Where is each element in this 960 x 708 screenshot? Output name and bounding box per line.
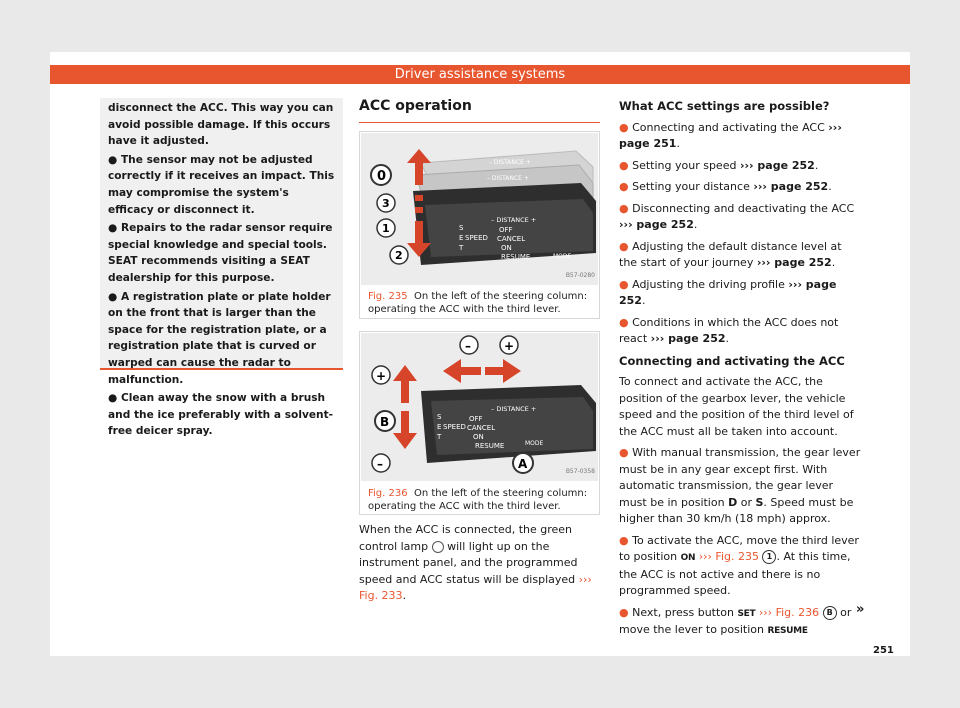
connecting-paragraph: To connect and activate the ACC, the position of the gearbox lever, the vehicle speed and the position of the third level of the ACC must all be taken into account. — [619, 375, 854, 438]
list-item: ● Connecting and activating the ACC ››› page 251. — [619, 120, 842, 150]
warning-bullet: ● The sensor may not be adjusted correctly if it receives an impact. This may compromise the system's efficacy or disconnect it. — [108, 153, 335, 216]
warning-intro: disconnect the ACC. This way you can avoid possible damage. If this occurs have it adjusted. — [108, 102, 334, 148]
lever-distance-label: – DISTANCE + — [491, 216, 537, 224]
lever-resume: RESUME — [501, 253, 531, 261]
label-minus-left: – — [377, 457, 383, 471]
control-lamp-icon — [432, 541, 444, 553]
list-item: ● Disconnecting and deactivating the ACC ››› page 252. — [619, 201, 855, 231]
figure-236-illustration — [361, 333, 598, 481]
lever-speed: SPEED — [443, 423, 466, 431]
page-link[interactable]: ››› page 252 — [619, 277, 837, 307]
arrow-down-icon — [393, 411, 417, 449]
settings-heading: What ACC settings are possible? — [619, 99, 830, 113]
arrow-step-icon — [415, 195, 423, 201]
label-plus-left: + — [376, 369, 387, 383]
label-3: 3 — [382, 197, 390, 210]
list-item: ● To activate the ACC, move the third lever to position ON ››› Fig. 235 1 . At this time, the ACC is not active and there is no programmed speed. — [619, 533, 859, 597]
figure-235-illustration — [361, 133, 598, 285]
label-b: B — [380, 415, 390, 429]
connecting-heading: Connecting and activating the ACC — [619, 353, 845, 368]
figure-caption: Fig. 235 On the left of the steering column: operating the ACC with the third lever. — [368, 291, 588, 315]
lever-s: S — [459, 224, 464, 232]
lever-e: E — [437, 423, 442, 431]
figure-number: Fig. 235 — [368, 291, 408, 302]
warning-bullet: ● A registration plate or plate holder on the front that is larger than the space for the registration plate, or a registration plate that is curved or warped can cause the radar to malfunction. — [108, 290, 331, 386]
label-0: 0 — [377, 169, 387, 184]
page-link[interactable]: ››› page 251 — [619, 120, 842, 150]
list-item: ● Next, press button SET ››› Fig. 236 B or move the lever to position RESUME — [619, 605, 852, 636]
arrow-up-icon — [393, 365, 417, 403]
continued-marker: » — [856, 602, 865, 617]
page-link[interactable]: ››› page 252 — [753, 180, 829, 193]
resume-position-tag: RESUME — [767, 626, 808, 636]
page-link[interactable]: ››› page 252 — [739, 158, 815, 172]
lever-distance-label: – DISTANCE + — [491, 405, 537, 413]
warning-box — [100, 98, 343, 438]
page-link[interactable]: ››› page 252 — [619, 218, 694, 231]
lever-off: OFF — [469, 415, 483, 423]
label-a: A — [518, 457, 528, 471]
lever-s: S — [437, 413, 442, 421]
right-column — [619, 98, 861, 645]
lever-cancel: CANCEL — [497, 235, 526, 243]
lever-distance-label-back: – DISTANCE + — [489, 159, 531, 166]
lever-on: ON — [473, 433, 484, 441]
page-link[interactable]: ››› page 252 — [756, 256, 832, 269]
chapter-header: Driver assistance systems — [50, 65, 910, 84]
list-item: ● Adjusting the driving profile ››› page 252. — [619, 277, 837, 307]
label-circle-1: 1 — [762, 550, 776, 564]
lever-cancel: CANCEL — [467, 424, 496, 432]
lever-distance-label-mid: – DISTANCE + — [487, 175, 529, 182]
fig-235-link[interactable]: ››› Fig. 235 — [698, 550, 759, 563]
lever-mode: MODE — [553, 253, 572, 260]
list-item: ● Setting your distance ››› page 252. — [619, 180, 832, 193]
label-1: 1 — [382, 222, 390, 235]
lever-t: T — [459, 244, 464, 252]
lever-off: OFF — [499, 226, 513, 234]
list-item: ● Setting your speed ››› page 252. — [619, 158, 819, 172]
figure-number: Fig. 236 — [368, 488, 408, 499]
fig-236-link[interactable]: ››› Fig. 236 — [758, 605, 820, 619]
label-2: 2 — [395, 249, 403, 262]
figure-caption: Fig. 236 On the left of the steering column: operating the ACC with the third lever. — [368, 488, 588, 512]
page-link[interactable]: ››› page 252 — [650, 332, 726, 345]
warning-bullet: ● Repairs to the radar sensor require special knowledge and special tools. SEAT recommends visiting a SEAT dealership for this purpose. — [108, 222, 333, 284]
figure-235 — [359, 131, 600, 319]
arrow-left-icon — [443, 359, 481, 383]
acc-connected-paragraph: When the ACC is connected, the green control lamp will light up on the instrument panel, and the programmed speed and ACC status will be displayed ››› Fig. 233. — [359, 523, 592, 602]
label-plus-top: + — [504, 339, 515, 353]
warning-bullet: ● Clean away the snow with a brush and the ice preferably with a solvent-free deicer spray. — [108, 392, 334, 438]
label-minus-top: – — [465, 339, 471, 353]
on-position-tag: ON — [680, 553, 696, 563]
lever-speed: SPEED — [465, 234, 488, 242]
section-divider — [359, 122, 600, 123]
set-button-tag: SET — [737, 608, 756, 619]
list-item: ● With manual transmission, the gear lever must be in any gear except first. With automatic transmission, the gear lever must be in position D or S. Speed must be higher than 30 km/h (18 mph) approx. — [619, 446, 861, 525]
fig-233-link[interactable]: ››› Fig. 233 — [359, 572, 592, 602]
lever-resume: RESUME — [475, 442, 505, 450]
arrow-step-icon — [415, 207, 423, 213]
lever-mode: MODE — [525, 440, 544, 447]
label-circle-b: B — [823, 606, 837, 620]
figure-236 — [359, 331, 600, 515]
figure-code: B57-0280 — [565, 272, 595, 279]
section-title: ACC operation — [359, 98, 472, 114]
lever-on: ON — [501, 244, 512, 252]
page-number: 251 — [873, 645, 894, 656]
arrow-right-icon — [485, 359, 521, 383]
lever-t: T — [437, 433, 442, 441]
list-item: ● Conditions in which the ACC does not react ››› page 252. — [619, 315, 839, 345]
lever-e: E — [459, 234, 464, 242]
figure-code: B57-0358 — [565, 468, 595, 475]
list-item: ● Adjusting the default distance level at the start of your journey ››› page 252. — [619, 239, 842, 269]
